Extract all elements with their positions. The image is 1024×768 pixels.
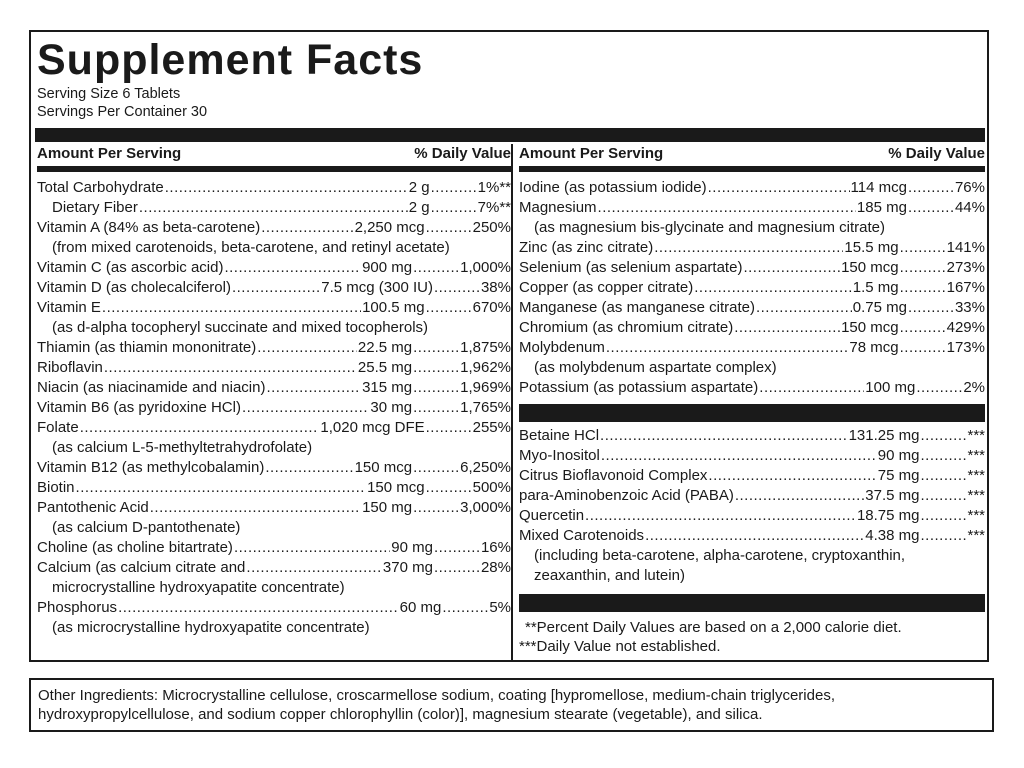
leader-dots	[694, 278, 852, 298]
left-column	[37, 144, 511, 638]
leader-dots	[266, 378, 361, 398]
nutrient-amount: 78 mcg	[849, 339, 899, 356]
nutrient-amount: 131.25 mg	[848, 427, 920, 444]
nutrient-amount: 2 g	[408, 199, 430, 216]
nutrient-amount: 2,250 mcg	[354, 219, 425, 236]
nutrient-amount: 75 mg	[877, 467, 920, 484]
nutrient-row	[37, 278, 511, 298]
nutrient-row	[37, 298, 511, 318]
nutrient-daily-value: ***	[967, 487, 985, 504]
right-mid-bar	[519, 404, 985, 422]
nutrient-row	[37, 398, 511, 418]
nutrient-row	[519, 238, 985, 258]
nutrient-daily-value: ***	[967, 427, 985, 444]
leader-dots	[900, 318, 946, 338]
nutrient-name: Magnesium	[519, 199, 597, 216]
leader-dots	[426, 418, 472, 438]
leader-dots	[734, 318, 840, 338]
leader-dots	[900, 258, 946, 278]
nutrient-name: Vitamin D (as cholecalciferol)	[37, 279, 231, 296]
leader-dots	[413, 498, 459, 518]
nutrient-daily-value: 141%	[946, 239, 985, 256]
serving-size: Serving Size 6 Tablets	[37, 86, 181, 102]
nutrient-name: Myo-Inositol	[519, 447, 600, 464]
header-bar	[37, 166, 511, 172]
nutrient-name: Zinc (as zinc citrate)	[519, 239, 654, 256]
nutrient-name: Pantothenic Acid	[37, 499, 149, 516]
nutrient-name: Dietary Fiber	[52, 199, 138, 216]
leader-dots	[600, 426, 848, 446]
leader-dots	[708, 466, 876, 486]
leader-dots	[916, 378, 962, 398]
leader-dots	[165, 178, 408, 198]
nutrient-amount: 30 mg	[370, 399, 413, 416]
nutrient-amount: 90 mg	[877, 447, 920, 464]
nutrient-name: Folate	[37, 419, 79, 436]
nutrient-daily-value: ***	[967, 447, 985, 464]
nutrient-name: Vitamin A (84% as beta-carotene)	[37, 219, 261, 236]
leader-dots	[76, 478, 367, 498]
nutrient-row	[519, 526, 985, 546]
nutrient-detail: zeaxanthin, and lutein)	[534, 567, 685, 584]
leader-dots	[606, 338, 849, 358]
nutrient-daily-value: ***	[967, 527, 985, 544]
nutrient-row	[37, 478, 511, 498]
leader-dots	[900, 338, 946, 358]
nutrient-row	[519, 198, 985, 218]
leader-dots	[413, 258, 459, 278]
nutrient-amount: 315 mg	[362, 379, 413, 396]
nutrient-amount: 0.75 mg	[852, 299, 907, 316]
leader-dots	[242, 398, 369, 418]
nutrient-name: Quercetin	[519, 507, 585, 524]
nutrient-daily-value: 33%	[954, 299, 985, 316]
nutrient-detail: (as magnesium bis-glycinate and magnesium citrate)	[534, 219, 885, 236]
nutrient-row	[37, 558, 511, 578]
nutrient-detail: (as calcium L-5-methyltetrahydrofolate)	[52, 439, 313, 456]
leader-dots	[598, 198, 856, 218]
nutrient-amount: 60 mg	[399, 599, 442, 616]
leader-dots	[743, 258, 840, 278]
leader-dots	[756, 298, 852, 318]
nutrient-amount: 1.5 mg	[852, 279, 899, 296]
nutrient-amount: 2 g	[408, 179, 430, 196]
leader-dots	[900, 238, 946, 258]
nutrient-row	[519, 378, 985, 398]
nutrient-amount: 4.38 mg	[865, 527, 920, 544]
nutrient-daily-value: 167%	[946, 279, 985, 296]
nutrient-row	[37, 498, 511, 518]
nutrient-detail: (as calcium D-pantothenate)	[52, 519, 241, 536]
leader-dots	[426, 218, 472, 238]
nutrient-name: Vitamin C (as ascorbic acid)	[37, 259, 224, 276]
nutrient-detail: (including beta-carotene, alpha-carotene, cryptoxanthin,	[534, 547, 906, 564]
nutrient-amount: 15.5 mg	[844, 239, 899, 256]
nutrient-name: Selenium (as selenium aspartate)	[519, 259, 743, 276]
leader-dots	[708, 178, 850, 198]
nutrient-daily-value: 1,962%	[460, 359, 511, 376]
column-divider	[511, 144, 513, 662]
nutrient-daily-value: 3,000%	[460, 499, 511, 516]
nutrient-name: Biotin	[37, 479, 75, 496]
nutrient-name: Riboflavin	[37, 359, 103, 376]
amount-per-serving-label: Amount Per Serving	[519, 145, 664, 162]
right-nutrient-list	[519, 178, 985, 398]
leader-dots	[413, 338, 459, 358]
leader-dots	[102, 298, 361, 318]
leader-dots	[413, 378, 459, 398]
nutrient-row	[519, 278, 985, 298]
nutrient-row	[37, 378, 511, 398]
right-column	[519, 144, 985, 656]
footnote-dv: **Percent Daily Values are based on a 2,000 calorie diet.	[525, 619, 902, 636]
leader-dots	[654, 238, 843, 258]
leader-dots	[80, 418, 320, 438]
nutrient-detail: microcrystalline hydroxyapatite concentrate)	[52, 579, 345, 596]
nutrient-row	[37, 538, 511, 558]
leader-dots	[139, 198, 408, 218]
nutrient-name: Vitamin B12 (as methylcobalamin)	[37, 459, 265, 476]
nutrient-amount: 150 mcg	[841, 319, 899, 336]
servings-per-container: Servings Per Container 30	[37, 104, 208, 120]
nutrient-row	[37, 198, 511, 218]
leader-dots	[413, 458, 459, 478]
nutrient-amount: 370 mg	[382, 559, 433, 576]
nutrient-name: Thiamin (as thiamin mononitrate)	[37, 339, 257, 356]
leader-dots	[908, 198, 954, 218]
leader-dots	[150, 498, 361, 518]
nutrient-row	[519, 486, 985, 506]
leader-dots	[413, 358, 459, 378]
nutrient-name: Copper (as copper citrate)	[519, 279, 694, 296]
nutrient-daily-value: 2%	[963, 379, 985, 396]
leader-dots	[434, 558, 480, 578]
nutrient-name: Total Carbohydrate	[37, 179, 164, 196]
leader-dots	[426, 298, 472, 318]
nutrient-name: Niacin (as niacinamide and niacin)	[37, 379, 266, 396]
nutrient-daily-value: ***	[967, 467, 985, 484]
nutrient-amount: 25.5 mg	[357, 359, 413, 376]
nutrient-row	[519, 318, 985, 338]
leader-dots	[434, 278, 480, 298]
nutrient-daily-value: 255%	[472, 419, 511, 436]
nutrient-daily-value: 28%	[480, 559, 511, 576]
nutrient-row	[37, 218, 511, 238]
nutrient-daily-value: 5%	[489, 599, 511, 616]
daily-value-label: % Daily Value	[414, 145, 511, 162]
header-bar	[519, 166, 985, 172]
nutrient-name: Iodine (as potassium iodide)	[519, 179, 707, 196]
nutrient-daily-value: 38%	[480, 279, 511, 296]
leader-dots	[442, 598, 488, 618]
nutrient-name: Mixed Carotenoids	[519, 527, 645, 544]
leader-dots	[104, 358, 357, 378]
nutrient-daily-value: 7%**	[477, 199, 511, 216]
leader-dots	[601, 446, 877, 466]
nutrient-daily-value: 1,765%	[460, 399, 511, 416]
nutrient-row	[519, 298, 985, 318]
nutrient-daily-value: 429%	[946, 319, 985, 336]
other-ingredients: Other Ingredients: Microcrystalline cellulose, croscarmellose sodium, coating [hypromellose, medium-chain triglycerides, hydroxypropylcellulose, and sodium copper chlorophyllin (color)], magnesium stearate (vegetable), and silica.	[29, 678, 994, 732]
leader-dots	[908, 178, 954, 198]
nutrient-name: Vitamin E	[37, 299, 101, 316]
nutrient-row	[519, 446, 985, 466]
nutrient-detail: (as d-alpha tocopheryl succinate and mixed tocopherols)	[52, 319, 429, 336]
right-other-list	[519, 426, 985, 586]
leader-dots	[234, 538, 390, 558]
left-nutrient-list	[37, 178, 511, 638]
left-header	[37, 144, 511, 164]
nutrient-detail: (as molybdenum aspartate complex)	[534, 359, 777, 376]
leader-dots	[759, 378, 864, 398]
nutrient-daily-value: 500%	[472, 479, 511, 496]
nutrient-row	[37, 458, 511, 478]
nutrient-name: Vitamin B6 (as pyridoxine HCl)	[37, 399, 241, 416]
nutrient-name: Potassium (as potassium aspartate)	[519, 379, 759, 396]
leader-dots	[645, 526, 864, 546]
nutrient-row	[519, 506, 985, 526]
nutrient-amount: 100.5 mg	[362, 299, 425, 316]
nutrient-row	[519, 426, 985, 446]
nutrient-amount: 7.5 mcg (300 IU)	[321, 279, 433, 296]
nutrient-daily-value: 44%	[954, 199, 985, 216]
amount-per-serving-label: Amount Per Serving	[37, 145, 182, 162]
nutrient-row	[519, 338, 985, 358]
nutrient-daily-value: 16%	[480, 539, 511, 556]
nutrient-daily-value: ***	[967, 507, 985, 524]
leader-dots	[920, 446, 966, 466]
nutrient-name: Chromium (as chromium citrate)	[519, 319, 734, 336]
nutrient-daily-value: 1,969%	[460, 379, 511, 396]
top-thick-bar	[35, 128, 985, 142]
leader-dots	[232, 278, 320, 298]
nutrient-row	[37, 598, 511, 618]
nutrient-name: Calcium (as calcium citrate and	[37, 559, 246, 576]
right-bottom-bar	[519, 594, 985, 612]
daily-value-label: % Daily Value	[888, 145, 985, 162]
nutrient-daily-value: 273%	[946, 259, 985, 276]
leader-dots	[265, 458, 353, 478]
nutrient-daily-value: 1,875%	[460, 339, 511, 356]
nutrient-daily-value: 1%**	[477, 179, 511, 196]
nutrient-row	[37, 338, 511, 358]
nutrient-name: Choline (as choline bitartrate)	[37, 539, 233, 556]
supplement-facts-panel	[29, 30, 989, 662]
leader-dots	[431, 198, 477, 218]
nutrient-row	[37, 258, 511, 278]
nutrient-detail: (as microcrystalline hydroxyapatite concentrate)	[52, 619, 370, 636]
nutrient-row	[37, 178, 511, 198]
nutrient-amount: 150 mg	[362, 499, 413, 516]
nutrient-amount: 114 mcg	[850, 179, 907, 196]
leader-dots	[118, 598, 399, 618]
nutrient-amount: 90 mg	[391, 539, 433, 556]
nutrient-amount: 37.5 mg	[865, 487, 920, 504]
leader-dots	[900, 278, 946, 298]
nutrient-name: para-Aminobenzoic Acid (PABA)	[519, 487, 734, 504]
leader-dots	[920, 526, 966, 546]
nutrient-amount: 1,020 mcg DFE	[320, 419, 425, 436]
nutrient-daily-value: 670%	[472, 299, 511, 316]
nutrient-amount: 185 mg	[856, 199, 907, 216]
leader-dots	[920, 506, 966, 526]
nutrient-amount: 900 mg	[362, 259, 413, 276]
nutrient-daily-value: 173%	[946, 339, 985, 356]
leader-dots	[735, 486, 864, 506]
nutrient-row	[37, 358, 511, 378]
nutrient-amount: 150 mcg	[367, 479, 425, 496]
right-header	[519, 144, 985, 164]
nutrient-daily-value: 1,000%	[460, 259, 511, 276]
leader-dots	[920, 486, 966, 506]
leader-dots	[920, 426, 966, 446]
nutrient-daily-value: 6,250%	[460, 459, 511, 476]
nutrient-name: Manganese (as manganese citrate)	[519, 299, 755, 316]
leader-dots	[920, 466, 966, 486]
nutrient-detail: (from mixed carotenoids, beta-carotene, and retinyl acetate)	[52, 239, 450, 256]
leader-dots	[246, 558, 382, 578]
nutrient-daily-value: 76%	[954, 179, 985, 196]
leader-dots	[224, 258, 361, 278]
nutrient-row	[519, 178, 985, 198]
nutrient-amount: 150 mcg	[841, 259, 899, 276]
leader-dots	[908, 298, 954, 318]
nutrient-amount: 22.5 mg	[357, 339, 413, 356]
nutrient-daily-value: 250%	[472, 219, 511, 236]
nutrient-name: Citrus Bioflavonoid Complex	[519, 467, 708, 484]
nutrient-name: Betaine HCl	[519, 427, 600, 444]
nutrient-row	[519, 466, 985, 486]
leader-dots	[434, 538, 480, 558]
nutrient-name: Phosphorus	[37, 599, 118, 616]
leader-dots	[261, 218, 353, 238]
nutrient-name: Molybdenum	[519, 339, 605, 356]
nutrient-amount: 100 mg	[865, 379, 916, 396]
leader-dots	[257, 338, 357, 358]
nutrient-amount: 18.75 mg	[856, 507, 920, 524]
nutrient-amount: 150 mcg	[354, 459, 413, 476]
leader-dots	[426, 478, 472, 498]
nutrient-row	[37, 418, 511, 438]
nutrient-row	[519, 258, 985, 278]
leader-dots	[431, 178, 477, 198]
panel-title: Supplement Facts	[37, 36, 424, 84]
leader-dots	[413, 398, 459, 418]
footnote-not-established: ***Daily Value not established.	[519, 638, 721, 655]
leader-dots	[585, 506, 856, 526]
